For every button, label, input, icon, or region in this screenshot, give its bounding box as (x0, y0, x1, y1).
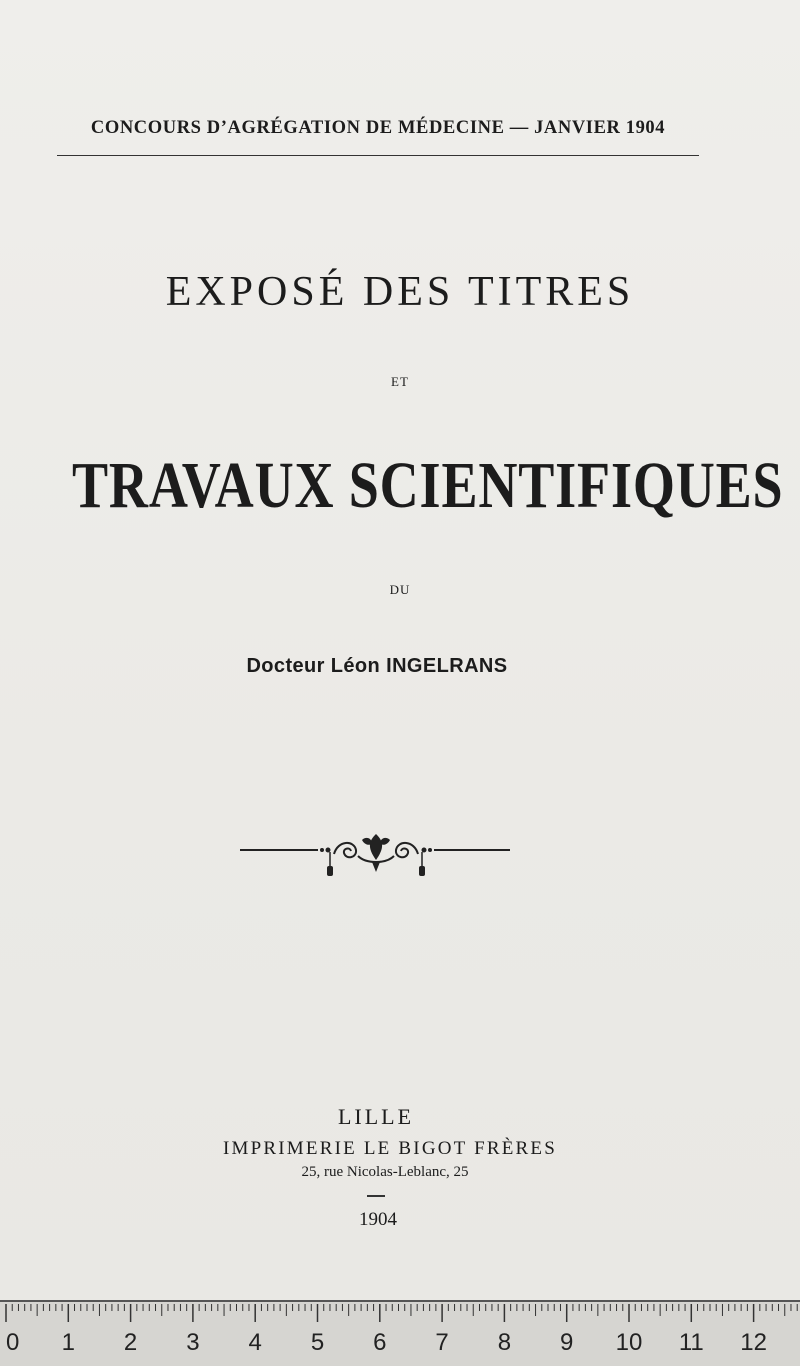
imprint-address: 25, rue Nicolas-Leblanc, 25 (301, 1164, 469, 1180)
competition-header: CONCOURS D’AGRÉGATION DE MÉDECINE — JANVIER 1904 (90, 118, 666, 138)
title-conjunction: ET (391, 374, 409, 389)
author-name: Docteur Léon INGELRANS (246, 655, 508, 677)
ruler-label: 10 (615, 1329, 643, 1356)
imprint-year: 1904 (359, 1209, 397, 1230)
ruler-label: 8 (497, 1329, 512, 1356)
ruler-label: 6 (373, 1329, 387, 1356)
imprint-city: LILLE (337, 1104, 415, 1129)
ruler-label: 7 (435, 1329, 449, 1356)
imprint-dash (367, 1195, 385, 1197)
title-line-1: EXPOSÉ DES TITRES (165, 269, 635, 315)
fleuron-ornament-icon (238, 826, 514, 880)
ruler-label: 12 (740, 1329, 767, 1356)
imprint-printer: IMPRIMERIE LE BIGOT FRÈRES (223, 1138, 557, 1159)
ruler-label: 4 (248, 1329, 262, 1356)
title-preposition: DU (389, 582, 411, 597)
ruler-scale (0, 1302, 800, 1366)
ruler-label: 3 (186, 1329, 200, 1356)
ruler-label: 2 (123, 1329, 138, 1356)
measuring-ruler (0, 1300, 800, 1366)
ruler-label: 5 (310, 1329, 325, 1356)
ruler-label: 9 (560, 1329, 574, 1356)
title-line-2: TRAVAUX SCIENTIFIQUES (72, 449, 784, 522)
header-rule (57, 155, 699, 156)
ruler-label: 0 (6, 1329, 20, 1356)
ruler-label: 1 (61, 1329, 75, 1356)
ruler-label: 11 (678, 1329, 704, 1356)
